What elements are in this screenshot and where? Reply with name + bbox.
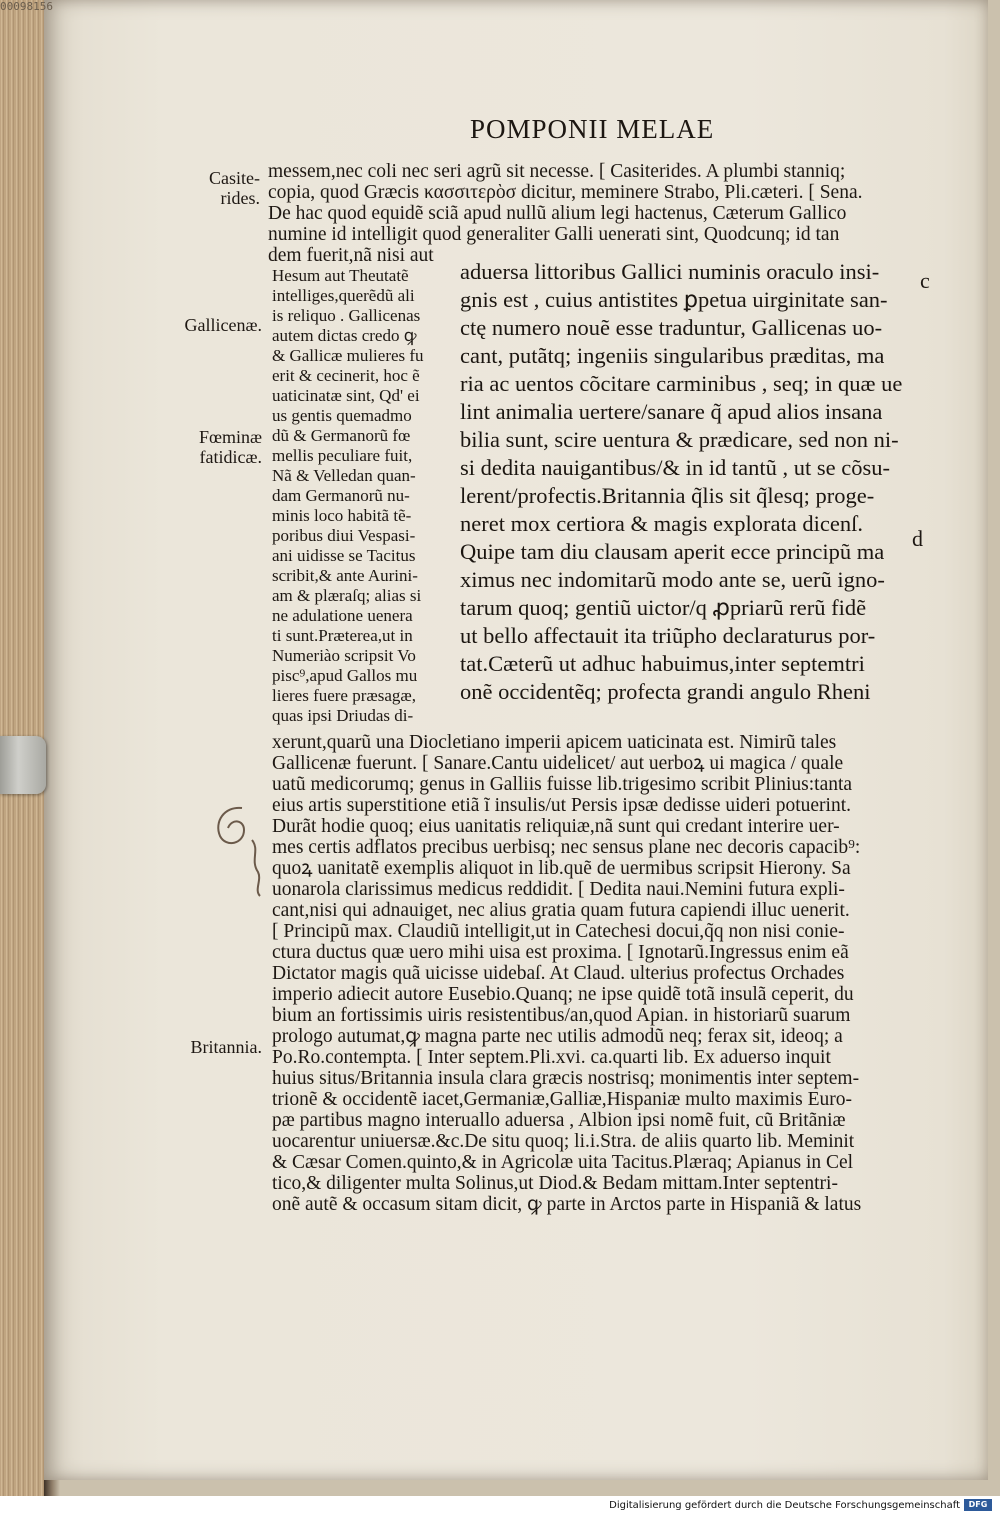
side-letter-c: c [920,268,930,293]
text-line: ctura ductus quæ uero mihi uisa est proxima. [ Ignotarũ.Ingressus enim eã [272,942,849,963]
text-line: mes certis adflatos precibus uerbisq; nec sensus plane nec decoris capacib⁹: [272,837,861,858]
text-line: bilia sunt, scire uentura & prædicare, sed non ni- [460,427,899,452]
margin-note-line: Gallicenæ. [184,315,262,335]
margin-note-line: Fœminæ [198,427,262,447]
text-line: xerunt,quarũ una Diocletiano imperii apicem uaticinata est. Nimirũ tales [272,732,837,753]
margin-note-britannia [150,1037,262,1057]
text-line: ctę numero nouẽ esse traduntur, Gallicenas uo- [460,315,883,340]
margin-note-line: rides. [220,188,260,208]
text-line: uaticinatæ sint, Qd' ei [272,386,420,405]
text-line: Nã & Velledan quan- [272,466,416,485]
text-line: prologo autumat,ꝙ magna parte nec utilis admodũ neq; ferax sit, ideoq; a [272,1026,843,1047]
text-line: tarum quoq; gentiũ uictor/q ꝓpriarũ rerũ fidẽ [460,595,867,620]
text-line: numine id intelligit quod generaliter Galli uenerati sint, Quodcunq; id tan [268,224,840,245]
text-line: tat.Cæterũ ut adhuc habuimus,inter septemtri [460,651,865,676]
text-line: & Cæsar Comen.quinto,& in Agricolæ uita Tacitus.Plæraq; Apianus in Cel [272,1152,854,1173]
text-line: ximus nec indomitarũ modo ante se, uerũ igno- [460,567,885,592]
text-line: pisc⁹,apud Gallos mu [272,666,418,685]
text-line: cant,nisi qui adnauiget, nec alius gratia quam futura capiendi illuc uenerit. [272,900,850,921]
text-line: quas ipsi Driudas di- [272,706,414,725]
text-line: eius artis superstitione etiã ĩ insulis/ut Persis ipsæ dedisse uideri potuerint. [272,795,851,816]
text-line: mellis peculiare fuit, [272,446,413,465]
margin-note-line: fatidicæ. [199,447,262,467]
text-line: dũ & Germanorũ fœ [272,426,411,445]
scan-id: 00098156 [0,0,53,13]
text-line: De hac quod equidẽ sciã apud nullũ alium legi hactenus, Cæterum Gallico [268,203,847,224]
running-head: POMPONII MELAE [470,114,715,144]
text-line: trionẽ & occidentẽ iacet,Germaniæ,Galliæ,Hispaniæ multo maximis Euro- [272,1089,852,1110]
page-tab-clip [0,736,46,794]
margin-note-line: Casite- [209,168,260,188]
text-line: neret mox certiora & magis explorata dicenſ. [460,511,863,536]
text-line: lint animalia uertere/sanare q̃ apud alios insana [460,399,883,424]
side-letter-d: d [912,526,923,551]
text-line: uatũ medicorumq; genus in Galliis fuisse lib.trigesimo scribit Plinius:tanta [272,774,853,795]
text-line: cant, putãtq; ingeniis singularibus præditas, ma [460,343,885,368]
text-line: dem fuerit,nã nisi aut [268,245,434,266]
text-line: Numeriào scripsit Vo [272,646,416,665]
text-line: uocarentur uniuersæ.&c.De situ quoq; li.i.Stra. de aliis quarto lib. Meminit [272,1131,855,1152]
text-line: scribit,& ante Aurini- [272,566,418,585]
text-line: ria ac uentos cõcitare carminibus , seq; in quæ ue [460,371,903,396]
text-line: Hesum aut Theutatẽ [272,266,409,285]
margin-note-cassiterides [180,168,260,208]
text-line: bium an fortissimis uiris resistentibus/an,quod Apian. in historiarũ suarum [272,1005,851,1026]
handwritten-bracket-mark [204,800,274,900]
text-line: ani uidisse se Tacitus [272,546,416,565]
text-line: gnis est , cuius antistites ꝑpetua uirginitate san- [460,287,888,312]
text-line: is reliquo . Gallicenas [272,306,421,325]
margin-note-gallicenae [150,315,262,335]
text-line: lieres fuere præsagæ, [272,686,416,705]
text-line: tico,& diligenter multa Solinus,ut Diod.& Bedam mittam.Inter septentri- [272,1173,838,1194]
text-line: pæ partibus magno interuallo aduersa , Albion ipsi nomẽ fuit, cũ Britãniæ [272,1110,846,1131]
text-line: & Gallicæ mulieres fu [272,346,424,365]
text-line: Dictator magis quã uicisse uidebaſ. At Claud. ulterius profectus Orchades [272,963,845,984]
text-line: autem dictas credo ꝙ [272,326,417,345]
text-line: erit & cecinerit, hoc ẽ [272,366,420,385]
text-line: Quipe tam diu clausam aperit ecce principũ ma [460,539,885,564]
text-line: onẽ autẽ & occasum sitam dicit, ꝙ parte in Arctos parte in Hispaniã & latus [272,1194,862,1215]
text-line: huius situs/Britannia insula clara græcis nostrisq; monimentis inter septem- [272,1068,860,1089]
text-line: Gallicenæ fuerunt. [ Sanare.Cantu uidelicet/ aut uerboꝝ ui magica / quale [272,753,844,774]
text-line: Po.Ro.contempta. [ Inter septem.Pli.xvi. ca.quarti lib. Ex aduerso inquit [272,1047,831,1068]
text-line: ut bello affectauit ita triũpho declaraturus por- [460,623,876,648]
margin-note-line: Britannia. [190,1037,262,1057]
text-line: uonarola clarissimus medicus reddidit. [ Dedita naui.Nemini futura expli- [272,879,845,900]
text-line: am & plæraſq; alias si [272,586,422,605]
text-line: messem,nec coli nec seri agrũ sit necesse. [ Casiterides. A plumbi stanniq; [268,161,846,182]
text-line: ti sunt.Præterea,ut in [272,626,413,645]
text-line: dam Germanorũ nu- [272,486,410,505]
text-line: onẽ occidentẽq; profecta grandi angulo Rheni [460,679,871,704]
text-line: copia, quod Græcis κασσιτερὸσ dicitur, meminere Strabo, Pli.cæteri. [ Sena. [268,182,863,203]
text-line: quoꝝ uanitatẽ exemplis aliquot in lib.quẽ de uermibus scripsit Hierony. Sa [272,858,851,879]
text-line: poribus diui Vespasi- [272,526,416,545]
text-line: aduersa littoribus Gallici numinis oraculo insi- [460,259,880,284]
text-line: Durãt hodie quoq; eius uanitatis reliquiæ,nã sunt qui credant interire uer- [272,816,840,837]
margin-note-foeminae [170,427,262,467]
text-line: lerent/profectis.Britannia q̃lis sit q̃lesq; proge- [460,483,875,508]
footer-credit: Digitalisierung gefördert durch die Deutsche Forschungsgemeinschaft [609,1500,960,1511]
text-line: ne adulatione uenera [272,606,413,625]
text-line: si dedita nauigantibus/& in id tantũ , ut se cõsu- [460,455,890,480]
dfg-logo: DFG [964,1499,992,1511]
text-line: minis loco habitã tẽ- [272,506,412,525]
text-line: us gentis quemadmo [272,406,412,425]
text-line: intelliges,querẽdũ ali [272,286,415,305]
text-line: imperio adiecit autore Eusebio.Quanq; ne ipse quidẽ totã insulã ceperit, du [272,984,854,1005]
text-line: [ Principũ max. Claudiũ intelligit,ut in Catechesi docui,q̃q non nisi conie- [272,921,845,942]
